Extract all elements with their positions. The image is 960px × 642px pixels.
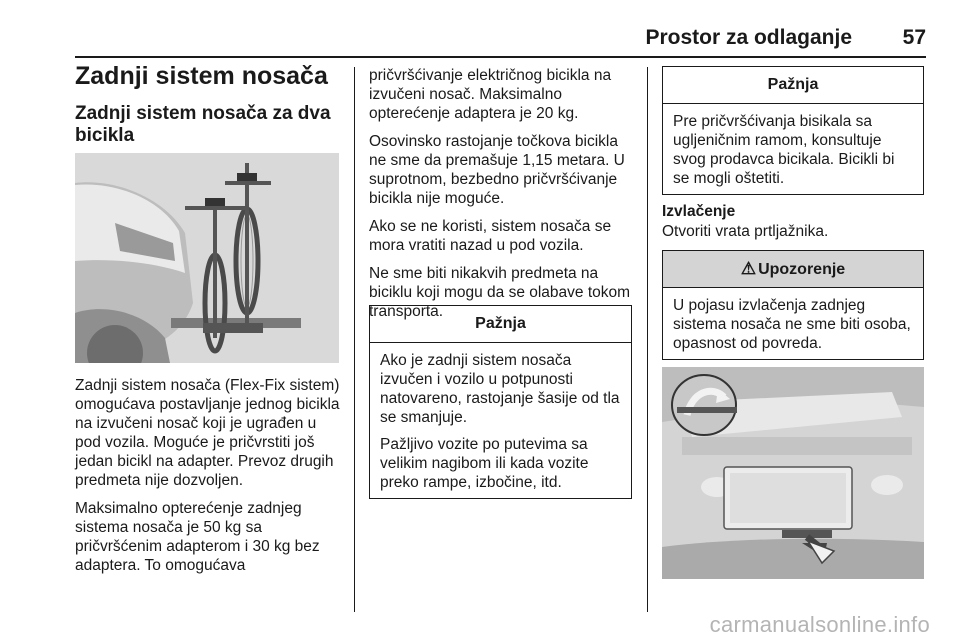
column-2-text [369, 66, 635, 330]
instruction-text: Otvoriti vrata prtljažnika. [662, 223, 829, 240]
header-rule [75, 56, 926, 58]
notice-body [370, 343, 631, 498]
notice-paragraph: Pažljivo vozite po putevima sa velikim nagibom ili kada vozite preko rampe, izbočine, itd. [380, 436, 589, 491]
notice-paragraph: Pre pričvršćivanja bisikala sa ugljeničnim ramom, konsultuje svog prodavca bicikala. Bicikli bi se mogli oštetiti. [673, 113, 895, 187]
notice-box-ground-clearance [369, 305, 632, 499]
paragraph: Ako se ne koristi, sistem nosača se mora vratiti nazad u pod vozila. [369, 218, 612, 254]
column-divider-2 [647, 67, 648, 612]
running-header-title: Prostor za odlaganje [645, 26, 852, 49]
column-divider-1 [354, 67, 355, 612]
notice-box-carbon-frame [662, 66, 924, 195]
paragraph: pričvršćivanje električnog bicikla na izvučeni nosač. Maksimalno opterećenje adaptera je 20 kg. [369, 67, 612, 122]
warning-title: Upozorenje [758, 261, 846, 278]
carrier-extension-illustration [662, 367, 924, 579]
notice-title: Pažnja [663, 67, 923, 104]
watermark: carmanualsonline.info [709, 612, 930, 637]
paragraph: Zadnji sistem nosača (Flex-Fix sistem) omogućava postavljanje jednog bicikla na izvučeni nosač koji je ugrađen u pod vozila. Moguće je pričvrstiti još jedan bicikl na adapter. Prevoz drugih predmeta nije dozvoljen. [75, 377, 340, 489]
warning-triangle-icon: ⚠ [740, 259, 757, 278]
warning-body [663, 288, 923, 359]
paragraph: Osovinsko rastojanje točkova bicikla ne sme da premašuje 1,15 metara. U suprotnom, bezbedno pričvršćivanje bicikla nije moguće. [369, 133, 625, 207]
column-1-text [75, 376, 343, 584]
notice-paragraph: Ako je zadnji sistem nosača izvučen i vozilo u potpunosti natovareno, rastojanje šasije od tla se smanjuje. [380, 352, 620, 426]
bike-carrier-illustration [75, 153, 339, 363]
subsection-title: Zadnji sistem nosača za dva bicikla [75, 103, 331, 146]
subheading-extension: Izvlačenje [662, 203, 736, 220]
paragraph: Maksimalno opterećenje zadnjeg sistema nosača je 50 kg sa pričvršćenim adapterom i 30 kg bez adaptera. To omogućava [75, 500, 320, 574]
warning-header [663, 251, 923, 288]
page-number: 57 [902, 26, 926, 49]
warning-box [662, 250, 924, 360]
section-title: Zadnji sistem nosača [75, 62, 328, 90]
paragraph: Ne sme biti nikakvih predmeta na biciklu koji mogu da se olabave tokom transporta. [369, 265, 631, 320]
warning-text: U pojasu izvlačenja zadnjeg sistema nosača ne sme biti osoba, opasnost od povreda. [673, 297, 911, 352]
notice-body [663, 104, 923, 194]
notice-title: Pažnja [370, 306, 631, 343]
